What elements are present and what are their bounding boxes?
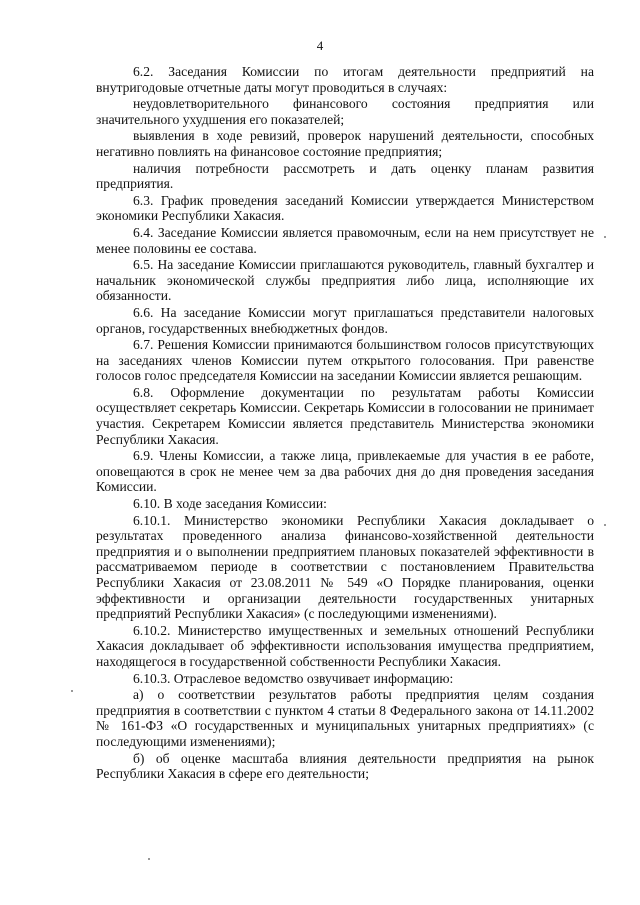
list-item-financial-condition: неудовлетворительного финансового состояния предприятия или значительного ухудшения его показателей; [96, 96, 594, 127]
scan-speck [604, 524, 606, 526]
paragraph-6-4: 6.4. Заседание Комиссии является правомочным, если на нем присутствует не менее половины ее состава. [96, 224, 594, 256]
page-number: 4 [316, 38, 324, 53]
paragraph-6-10-3: 6.10.3. Отраслевое ведомство озвучивает информацию: [133, 670, 454, 686]
paragraph-6-8: 6.8. Оформление документации по результатам работы Комиссии осуществляет секретарь Комиссии. Секретарь Комиссии в голосовании не принимает участия. Секретарем Комиссии является представитель Министерства экономики Республики Хакасия. [96, 384, 594, 447]
paragraph-6-7: 6.7. Решения Комиссии принимаются большинством голосов присутствующих на заседаниях членов Комиссии путем открытого голосования. При равенстве голосов голос председателя Комиссии на заседании Комиссии является решающим. [96, 337, 594, 384]
scan-speck [71, 690, 73, 692]
paragraph-6-10-2: 6.10.2. Министерство имущественных и земельных отношений Республики Хакасия докладывает об эффективности использования имущества предприятием, находящегося в государственной собственности Республики Хакасия. [96, 622, 594, 669]
paragraph-6-6: 6.6. На заседание Комиссии могут приглашаться представители налоговых органов, государственных внебюджетных фондов. [96, 304, 594, 336]
paragraph-6-2: 6.2. Заседания Комиссии по итогам деятельности предприятий на внутригодовые отчетные даты могут проводиться в случаях: [96, 64, 594, 95]
list-item-a: а) о соответствии результатов работы предприятия целям создания предприятия в соответствии с пунктом 4 статьи 8 Федерального закона от 14.11.2002 № 161-ФЗ «О государственных и муниципальных унитарных предприятиях» (с последующими изменениями); [96, 687, 594, 749]
scan-speck [604, 236, 606, 238]
list-item-development-plans: наличия потребности рассмотреть и дать оценку планам развития предприятия. [96, 160, 594, 192]
paragraph-6-5: 6.5. На заседание Комиссии приглашаются руководитель, главный бухгалтер и начальник экономической службы предприятия либо лица, исполняющие их обязанности. [96, 257, 594, 304]
paragraph-6-3: 6.3. График проведения заседаний Комиссии утверждается Министерством экономики Республики Хакасия. [96, 192, 594, 224]
list-item-audit-violations: выявления в ходе ревизий, проверок нарушений деятельности, способных негативно повлиять на финансовое состояние предприятия; [96, 128, 594, 159]
paragraph-6-10-1: 6.10.1. Министерство экономики Республики Хакасия докладывает о результатах проведенного анализа финансово-хозяйственной деятельности предприятия и о выполнении предприятием плановых показателей эффективности в рассматриваемом периоде в соответствии с постановлением Правительства Республики Хакасия от 23.08.2011 № 549 «О Порядке планирования, оценки эффективности и организации деятельности государственных унитарных предприятий Республики Хакасия» (с последующими изменениями). [96, 512, 594, 622]
paragraph-6-9: 6.9. Члены Комиссии, а также лица, привлекаемые для участия в ее работе, оповещаются в срок не менее чем за два рабочих дня до дня проведения заседания Комиссии. [96, 448, 594, 495]
scan-speck [148, 858, 150, 860]
document-body [96, 64, 594, 783]
paragraph-6-10: 6.10. В ходе заседания Комиссии: [133, 496, 327, 512]
list-item-b: б) об оценке масштаба влияния деятельности предприятия на рынок Республики Хакасия в сфере его деятельности; [96, 750, 594, 782]
